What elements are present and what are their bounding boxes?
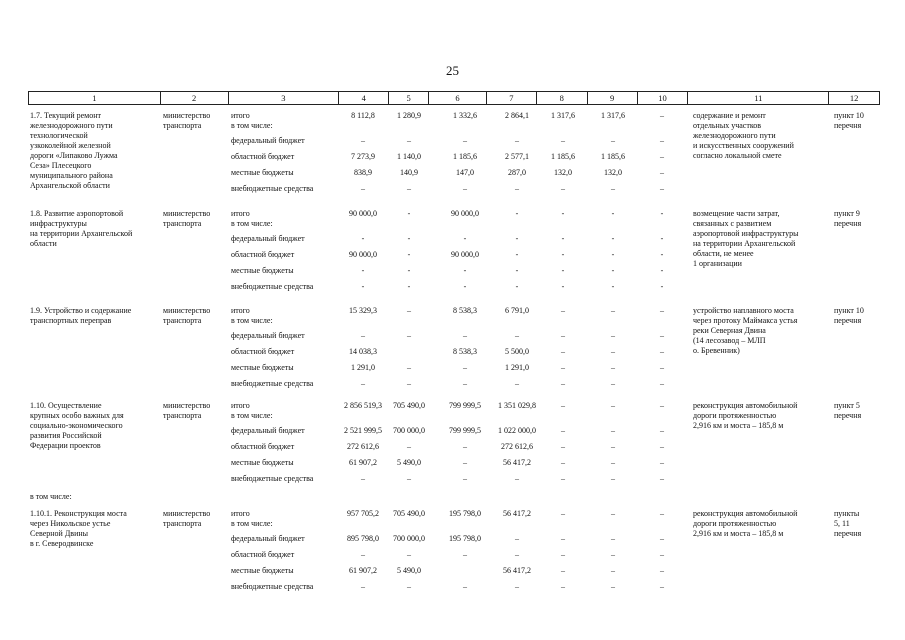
value-cell: – [660,136,664,145]
value-cell: 7 273,9 [351,152,375,161]
value-cell: 272 612,6 [501,442,533,451]
budget-label: внебюджетные средства [231,282,314,291]
value-cell: – [407,331,411,340]
value-cell: – [611,582,615,591]
value-cell: 2 864,1 [505,111,529,120]
value-cell: – [660,347,664,356]
executor: министерство транспорта [163,111,211,130]
value-cell: - [407,234,411,243]
value-cell: 838,9 [354,168,372,177]
reference: пункт 10 перечня [834,306,864,325]
reference: пункты 5, 11 перечня [834,509,862,538]
value-cell: 1 351 029,8 [498,401,536,410]
value-cell: 90 000,0 [451,209,479,218]
value-cell: – [561,426,565,435]
value-cell: – [515,136,519,145]
value-cell: 700 000,0 [393,534,425,543]
budget-label: областной бюджет [231,550,295,559]
value-cell: - [561,250,565,259]
value-cell: – [361,136,365,145]
value-cell: – [407,363,411,372]
subheading: в том числе: [30,492,72,501]
value-cell: - [561,282,565,291]
value-cell: – [611,474,615,483]
header-cell: 1 [29,92,161,104]
value-cell: 14 038,3 [349,347,377,356]
value-cell: - [407,282,411,291]
value-cell: – [561,379,565,388]
value-cell: – [611,136,615,145]
value-cell: 90 000,0 [451,250,479,259]
value-cell: – [611,379,615,388]
value-cell: – [660,426,664,435]
header-cell: 4 [339,92,389,104]
value-cell: – [660,379,664,388]
value-cell: - [361,234,365,243]
value-cell: – [611,509,615,518]
value-cell: – [611,331,615,340]
value-cell: – [561,363,565,372]
value-cell: – [515,331,519,340]
value-cell: 5 490,0 [397,566,421,575]
executor: министерство транспорта [163,401,211,420]
value-cell: – [611,363,615,372]
data-table [28,91,880,591]
value-cell: - [463,266,467,275]
value-cell: – [660,306,664,315]
value-cell: 140,9 [400,168,418,177]
value-cell: – [611,534,615,543]
value-cell: 132,0 [554,168,572,177]
value-cell: 56 417,2 [503,509,531,518]
value-cell: 132,0 [604,168,622,177]
value-cell: – [660,566,664,575]
value-cell: – [660,401,664,410]
value-cell: 700 000,0 [393,426,425,435]
value-cell: 147,0 [456,168,474,177]
budget-label: итого в том числе: [231,111,273,130]
value-cell: - [660,234,664,243]
value-cell: 1 291,0 [351,363,375,372]
budget-label: местные бюджеты [231,266,294,275]
activity-name: 1.8. Развитие аэропортовой инфраструктуры на территории Архангельской области [30,209,133,248]
value-cell: 705 490,0 [393,401,425,410]
value-cell: – [561,582,565,591]
header-cell: 11 [688,92,829,104]
value-cell: – [515,474,519,483]
value-cell: – [660,363,664,372]
value-cell: - [660,250,664,259]
value-cell: 957 705,2 [347,509,379,518]
value-cell: 195 798,0 [449,534,481,543]
executor: министерство транспорта [163,509,211,528]
header-cell: 12 [849,93,859,103]
value-cell: – [463,363,467,372]
budget-label: местные бюджеты [231,363,294,372]
value-cell: – [515,550,519,559]
value-cell: – [463,550,467,559]
value-cell: - [463,234,467,243]
value-cell: 2 856 519,3 [344,401,382,410]
value-cell: – [561,534,565,543]
budget-label: местные бюджеты [231,566,294,575]
expected-result: реконструкция автомобильной дороги протяженностью 2,916 км и моста – 185,8 м [693,509,798,538]
budget-label: итого в том числе: [231,509,273,528]
value-cell: 1 317,6 [551,111,575,120]
value-cell: 799 999,5 [449,401,481,410]
value-cell: – [463,184,467,193]
value-cell: - [561,266,565,275]
value-cell: – [660,331,664,340]
value-cell: – [463,582,467,591]
budget-label: внебюджетные средства [231,474,314,483]
value-cell: 799 999,5 [449,426,481,435]
value-cell: – [611,426,615,435]
value-cell: 61 907,2 [349,566,377,575]
budget-label: внебюджетные средства [231,184,314,193]
value-cell: – [407,550,411,559]
value-cell: – [463,379,467,388]
value-cell: – [515,379,519,388]
value-cell: 1 022 000,0 [498,426,536,435]
header-cell: 2 [161,92,229,104]
value-cell: – [660,458,664,467]
expected-result: реконструкция автомобильной дороги протяженностью 2,916 км и моста – 185,8 м [693,401,798,430]
header-cell: 8 [537,92,588,104]
value-cell: – [660,152,664,161]
budget-label: областной бюджет [231,442,295,451]
value-cell: – [463,442,467,451]
value-cell: - [515,282,519,291]
activity-name: 1.10. Осуществление крупных особо важных для социально-экономического развития Российской Федерации проектов [30,401,124,450]
value-cell: – [407,442,411,451]
activity-name: 1.7. Текущий ремонт железнодорожного пути технологической узкоколейной железной дороги «Липаково Лужма Сеза» Плесецкого муниципального района Архангельской области [30,111,118,190]
value-cell: – [660,474,664,483]
budget-label: итого в том числе: [231,401,273,420]
value-cell: – [407,474,411,483]
budget-label: местные бюджеты [231,168,294,177]
value-cell: 8 538,3 [453,347,477,356]
value-cell: 1 140,0 [397,152,421,161]
value-cell: - [515,209,519,218]
value-cell: 287,0 [508,168,526,177]
value-cell: 5 490,0 [397,458,421,467]
value-cell: – [561,306,565,315]
value-cell: – [561,331,565,340]
budget-label: внебюджетные средства [231,379,314,388]
budget-label: федеральный бюджет [231,426,305,435]
value-cell: – [660,509,664,518]
value-cell: – [611,442,615,451]
value-cell: 61 907,2 [349,458,377,467]
value-cell: 1 185,6 [453,152,477,161]
header-cell: 9 [588,92,638,104]
value-cell: 2 577,1 [505,152,529,161]
header-cell: 7 [487,92,537,104]
value-cell: – [407,582,411,591]
budget-label: областной бюджет [231,347,295,356]
value-cell: – [463,136,467,145]
value-cell: – [561,136,565,145]
value-cell: – [660,111,664,120]
value-cell: - [361,266,365,275]
value-cell: 1 185,6 [601,152,625,161]
value-cell: 15 329,3 [349,306,377,315]
reference: пункт 10 перечня [834,111,864,130]
value-cell: - [561,209,565,218]
value-cell: 6 791,0 [505,306,529,315]
value-cell: – [660,534,664,543]
value-cell: – [361,331,365,340]
value-cell: 1 332,6 [453,111,477,120]
budget-label: федеральный бюджет [231,534,305,543]
value-cell: 2 521 999,5 [344,426,382,435]
value-cell: 8 538,3 [453,306,477,315]
value-cell: - [660,282,664,291]
value-cell: – [561,566,565,575]
budget-label: итого в том числе: [231,306,273,325]
expected-result: возмещение части затрат, связанных с развитием аэропортовой инфраструктуры на территории Архангельской области, не менее 1 организации [693,209,799,268]
value-cell: - [660,209,664,218]
expected-result: содержание и ремонт отдельных участков железнодорожного пути и искусственных сооружений согласно локальной смете [693,111,794,160]
reference: пункт 9 перечня [834,209,862,228]
value-cell: – [407,184,411,193]
header-cell: 6 [429,92,487,104]
budget-label: областной бюджет [231,250,295,259]
reference: пункт 5 перечня [834,401,862,420]
value-cell: - [561,234,565,243]
budget-label: местные бюджеты [231,458,294,467]
value-cell: – [361,184,365,193]
value-cell: - [515,250,519,259]
value-cell: - [611,266,615,275]
value-cell: – [660,168,664,177]
value-cell: – [611,458,615,467]
value-cell: 1 317,6 [601,111,625,120]
value-cell: - [463,282,467,291]
budget-label: внебюджетные средства [231,582,314,591]
value-cell: 1 291,0 [505,363,529,372]
value-cell: - [361,282,365,291]
value-cell: 1 185,6 [551,152,575,161]
executor: министерство транспорта [163,306,211,325]
value-cell: 1 280,9 [397,111,421,120]
value-cell: – [361,474,365,483]
budget-label: областной бюджет [231,152,295,161]
value-cell: – [660,184,664,193]
value-cell: – [515,534,519,543]
value-cell: – [660,582,664,591]
value-cell: - [515,266,519,275]
value-cell: – [361,379,365,388]
value-cell: - [515,234,519,243]
value-cell: – [611,306,615,315]
value-cell: – [561,184,565,193]
value-cell: - [611,250,615,259]
value-cell: – [515,582,519,591]
value-cell: – [611,401,615,410]
value-cell: 705 490,0 [393,509,425,518]
value-cell: – [463,474,467,483]
budget-label: федеральный бюджет [231,331,305,340]
value-cell: - [407,250,411,259]
value-cell: – [463,458,467,467]
value-cell: – [660,442,664,451]
value-cell: 272 612,6 [347,442,379,451]
budget-label: федеральный бюджет [231,234,305,243]
value-cell: – [515,184,519,193]
value-cell: – [611,347,615,356]
value-cell: – [463,331,467,340]
page-number: 25 [446,63,459,78]
value-cell: – [561,474,565,483]
value-cell: 90 000,0 [349,250,377,259]
value-cell: – [361,582,365,591]
activity-name: 1.9. Устройство и содержание транспортных переправ [30,306,132,325]
value-cell: - [407,209,411,218]
value-cell: – [561,401,565,410]
value-cell: 90 000,0 [349,209,377,218]
value-cell: 895 798,0 [347,534,379,543]
value-cell: – [561,550,565,559]
value-cell: – [611,184,615,193]
value-cell: – [561,458,565,467]
value-cell: – [407,379,411,388]
value-cell: 56 417,2 [503,458,531,467]
value-cell: 8 112,8 [351,111,375,120]
value-cell: - [407,266,411,275]
value-cell: – [561,509,565,518]
value-cell: - [611,282,615,291]
value-cell: 195 798,0 [449,509,481,518]
value-cell: - [611,209,615,218]
value-cell: 56 417,2 [503,566,531,575]
value-cell: – [611,566,615,575]
expected-result: устройство наплавного моста через протоку Маймакса устья реки Северная Двина (14 лесозавод – МЛП о. Бревенник) [693,306,798,355]
table-header [28,91,880,105]
activity-name: 1.10.1. Реконструкция моста через Никольское устье Северной Двины в г. Северодвинске [30,509,127,548]
value-cell: - [660,266,664,275]
value-cell: – [660,550,664,559]
value-cell: – [561,442,565,451]
header-cell: 5 [389,92,429,104]
header-cell: 10 [638,92,689,104]
value-cell: – [407,136,411,145]
value-cell: – [611,550,615,559]
header-cell: 3 [229,92,340,104]
value-cell: – [361,550,365,559]
value-cell: 5 500,0 [505,347,529,356]
executor: министерство транспорта [163,209,211,228]
budget-label: итого в том числе: [231,209,273,228]
value-cell: - [611,234,615,243]
budget-label: федеральный бюджет [231,136,305,145]
value-cell: – [561,347,565,356]
value-cell: – [407,306,411,315]
